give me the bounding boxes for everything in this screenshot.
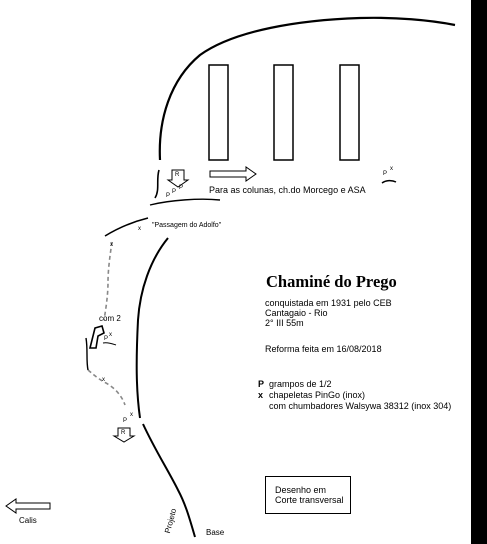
bolt-p-mark: P [166,193,171,199]
base-label: Base [206,528,225,537]
left-block-outline [86,338,88,370]
section-note-box [265,476,351,514]
right-ledge [382,181,396,183]
upper-left-wall [155,170,159,198]
column-middle [274,65,293,160]
legend-x-text: chapeletas PinGo (inox) [269,390,366,400]
arrow-to-colunas [210,167,256,181]
bolt-x-mark: x [109,332,112,338]
legend-p-text: grampos de 1/2 [269,379,332,389]
bolt-x-mark: x [110,242,113,248]
bolt-x-mark: x [390,166,393,172]
upper-ledge [150,199,220,205]
bolt-p-mark: P [383,171,388,177]
bolt-x-mark: x [102,377,105,383]
passagem-label: "Passagem do Adolfo" [152,222,222,229]
route-title: Chaminé do Prego [266,272,397,291]
dashed-route [104,242,112,320]
bolt-x-mark: x [138,226,141,232]
column-left [209,65,228,160]
chimney-right-wall [137,238,168,418]
box-line1: Desenho em [275,485,327,495]
bolt-x-mark: x [130,412,133,418]
rappel-top-label: R [175,172,180,178]
legend-p-row [258,379,332,389]
upper-rock-wall [160,18,455,160]
legend-x-row [258,390,365,400]
calis-label: Calis [19,516,37,525]
route-line1: conquistada em 1931 pelo CEB [265,298,392,308]
bolt-p-mark: P [104,336,109,342]
arrow-to-calis [6,499,50,513]
rappel-bottom-label: R [121,430,126,436]
route-line2: Cantagaio - Rio [265,308,328,318]
route-reform: Reforma feita em 16/08/2018 [265,344,382,354]
para-colunas-label: Para as colunas, ch.do Morcego e ASA [209,185,366,195]
projeto-label: Projeto [163,507,179,535]
com2-label: com 2 [99,314,121,323]
legend-x-symbol: x [258,390,264,400]
passagem-wall [105,218,148,236]
legend-p-symbol: P [258,379,265,389]
column-right [340,65,359,160]
route-line3: 2° III 55m [265,318,304,328]
bolt-p-mark: P [172,189,177,195]
left-block [90,326,104,348]
box-line2: Corte transversal [275,495,344,505]
bolt-p-mark: P [179,185,184,191]
legend-x-text2: com chumbadores Walsywa 38312 (inox 304) [269,401,452,411]
dashed-route-lower [88,370,125,405]
step-line [103,343,116,345]
bolt-p-mark: P [123,418,128,424]
